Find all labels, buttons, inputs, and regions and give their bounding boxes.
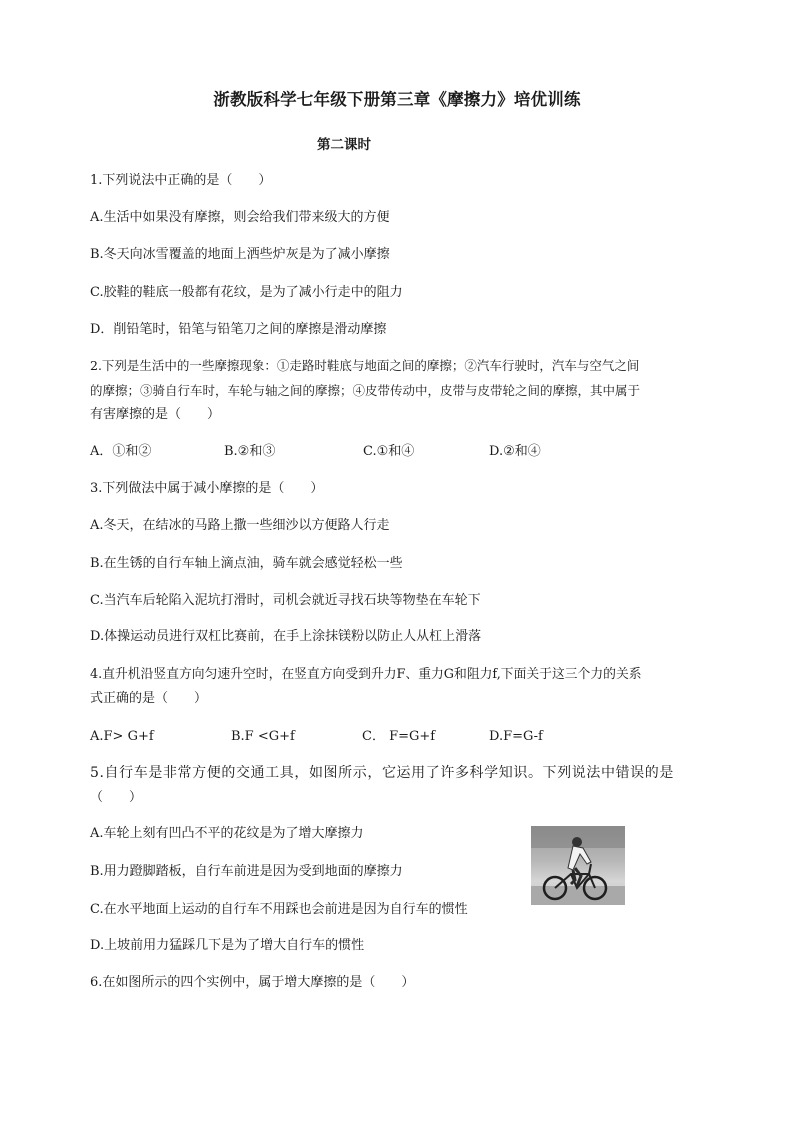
question-2-stem-line-2: 的摩擦；③骑自行车时，车轮与轴之间的摩擦；④皮带传动中，皮带与皮带轮之间的摩擦，其中属于 xyxy=(90,383,641,398)
question-6-stem: 6.在如图所示的四个实例中，属于增大摩擦的是（ ） xyxy=(90,975,415,990)
page-title: 浙教版科学七年级下册第三章《摩擦力》培优训练 xyxy=(213,90,581,109)
question-3-option-d: D.体操运动员进行双杠比赛前，在手上涂抹镁粉以防止人从杠上滑落 xyxy=(90,629,482,644)
question-1-stem: 1.下列说法中正确的是（ ） xyxy=(90,173,272,188)
cyclist-photo xyxy=(531,826,625,905)
question-1-option-c: C.胶鞋的鞋底一般都有花纹，是为了减小行走中的阻力 xyxy=(90,285,403,300)
question-2-option-a: A．①和② xyxy=(90,444,152,459)
question-1-option-a: A.生活中如果没有摩擦，则会给我们带来级大的方便 xyxy=(90,210,390,225)
question-2-stem-line-1: 2.下列是生活中的一些摩擦现象：①走路时鞋底与地面之间的摩擦；②汽车行驶时，汽车与空气之间 xyxy=(90,358,640,373)
question-4-stem-line-2: 式正确的是（ ） xyxy=(90,691,208,706)
question-5-stem-line-1: 5.自行车是非常方便的交通工具，如图所示，它运用了许多科学知识。下列说法中错误的是 xyxy=(90,765,674,781)
question-3-option-b: B.在生锈的自行车轴上滴点油，骑车就会感觉轻松一些 xyxy=(90,556,403,571)
question-5-option-c: C.在水平地面上运动的自行车不用踩也会前进是因为自行车的惯性 xyxy=(90,902,468,917)
question-2-option-c: C.①和④ xyxy=(363,444,415,459)
question-5-stem-line-2: （ ） xyxy=(90,790,143,805)
question-4-option-d: D.F=G-f xyxy=(489,729,543,744)
question-4-option-c: C． F=G+f xyxy=(362,729,436,744)
question-4-option-b: B.F <G+f xyxy=(231,729,295,744)
cyclist-photo-drawing xyxy=(531,826,625,905)
question-2-stem-line-3: 有害摩擦的是（ ） xyxy=(90,407,221,422)
question-5-option-a: A.车轮上刻有凹凸不平的花纹是为了增大摩擦力 xyxy=(90,826,364,841)
question-5-option-b: B.用力蹬脚踏板，自行车前进是因为受到地面的摩擦力 xyxy=(90,864,403,879)
question-3-option-c: C.当汽车后轮陷入泥坑打滑时，司机会就近寻找石块等物垫在车轮下 xyxy=(90,593,481,608)
question-4-stem-line-1: 4.直升机沿竖直方向匀速升空时，在竖直方向受到升力F、重力G和阻力f,下面关于这三个力的关系 xyxy=(90,667,642,682)
question-2-option-d: D.②和④ xyxy=(489,444,541,459)
question-1-option-d: D．削铅笔时，铅笔与铅笔刀之间的摩擦是滑动摩擦 xyxy=(90,322,387,337)
question-3-stem: 3.下列做法中属于减小摩擦的是（ ） xyxy=(90,481,324,496)
question-5-option-d: D.上坡前用力猛踩几下是为了增大自行车的惯性 xyxy=(90,938,365,953)
question-2-option-b: B.②和③ xyxy=(224,444,276,459)
question-3-option-a: A.冬天，在结冰的马路上撒一些细沙以方便路人行走 xyxy=(90,518,390,533)
question-4-option-a: A.F> G+f xyxy=(90,729,154,744)
page-subtitle: 第二课时 xyxy=(317,137,371,153)
question-1-option-b: B.冬天向冰雪覆盖的地面上洒些炉灰是为了减小摩擦 xyxy=(90,247,390,262)
